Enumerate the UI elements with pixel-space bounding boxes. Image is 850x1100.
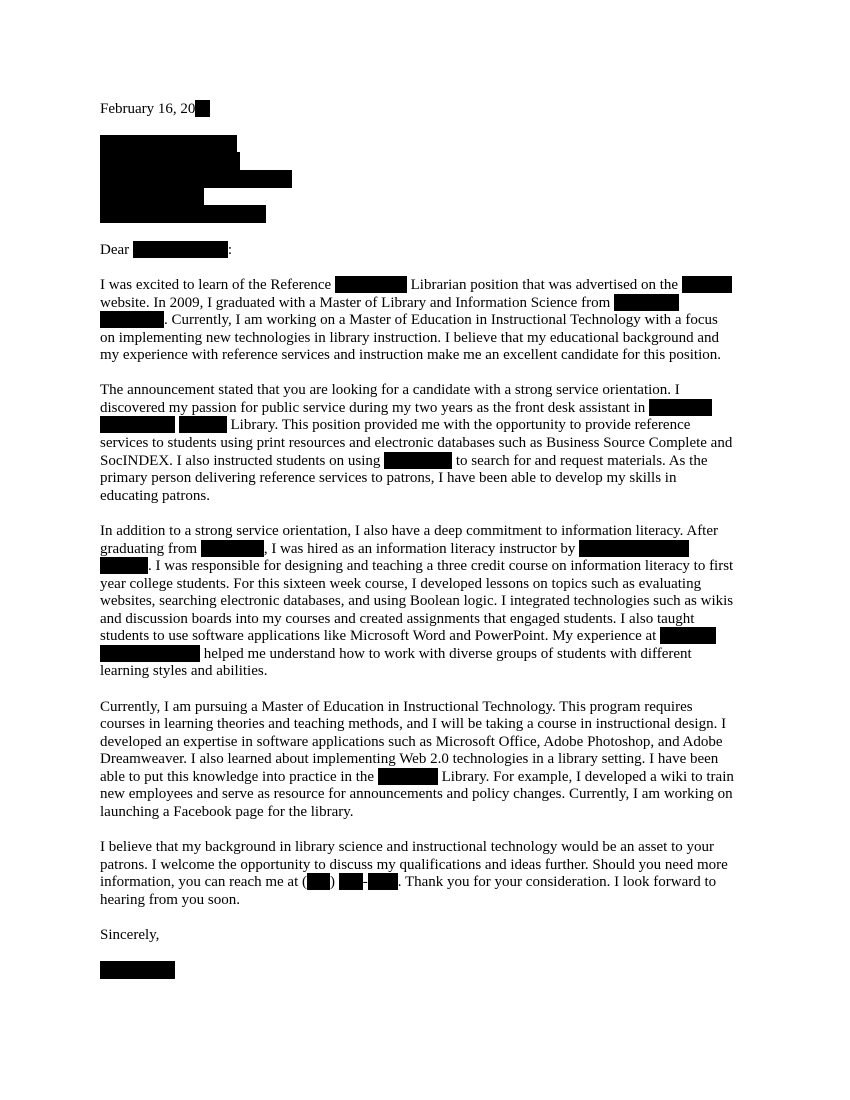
- redaction: [100, 152, 240, 170]
- text-line: websites, searching electronic databases, and using Boolean logic. I integrated technologies such as wikis: [100, 593, 734, 609]
- redaction: [100, 135, 237, 153]
- redaction: [100, 416, 175, 433]
- text-line: year college students. For this sixteen week course, I developed lessons on topics such as evaluating: [100, 576, 702, 592]
- text-segment: -: [362, 874, 368, 890]
- text-segment: SocINDEX. I also instructed students on using: [100, 453, 385, 469]
- text-line: I believe that my background in library science and instructional technology would be an asset to your: [100, 839, 714, 855]
- text-line: [100, 399, 712, 417]
- text-line: learning styles and abilities.: [100, 663, 268, 679]
- greeting-colon: :: [227, 242, 233, 258]
- redaction: [307, 873, 330, 890]
- text-segment: helped me understand how to work with diverse groups of students with different: [200, 646, 692, 662]
- text-line: [100, 873, 716, 891]
- letter-greeting: [100, 241, 232, 259]
- text-line: [100, 645, 692, 663]
- text-line: developed an expertise in software applications such as Microsoft Office, Adobe Photoshop, and Adobe: [100, 734, 723, 750]
- text-line: launching a Facebook page for the library.: [100, 804, 354, 820]
- text-segment: graduating from: [100, 541, 201, 557]
- text-segment: ): [330, 874, 339, 890]
- text-line: The announcement stated that you are looking for a candidate with a strong service orientation. I: [100, 382, 680, 398]
- redaction: [100, 557, 148, 574]
- text-segment: , I was hired as an information literacy instructor by: [263, 541, 580, 557]
- text-line: and discussion boards into my courses and created assignments that engaged students. I also taught: [100, 611, 695, 627]
- text-segment: I was excited to learn of the Reference: [100, 277, 335, 293]
- redaction: [649, 399, 712, 416]
- text-line: [100, 557, 733, 575]
- redaction: [201, 540, 264, 557]
- text-segment: information, you can reach me at (: [100, 874, 307, 890]
- redaction: [100, 311, 164, 328]
- text-line: Dreamweaver. I also learned about implementing Web 2.0 technologies in a library setting. I have been: [100, 751, 719, 767]
- text-segment: website. In 2009, I graduated with a Master of Library and Information Science from: [100, 295, 614, 311]
- text-line: [100, 276, 732, 294]
- text-line: [100, 768, 734, 786]
- redaction: [579, 540, 689, 557]
- text-line: new employees and serve as resource for announcements and policy changes. Currently, I am working on: [100, 786, 733, 802]
- text-line: In addition to a strong service orientation, I also have a deep commitment to information literacy. After: [100, 523, 719, 539]
- text-segment: discovered my passion for public service during my two years as the front desk assistant in: [100, 400, 650, 416]
- text-line: [100, 416, 690, 434]
- signature-redaction: [100, 961, 175, 979]
- text-segment: . I was responsible for designing and teaching a three credit course on information literacy to first: [148, 558, 734, 574]
- redaction: [368, 873, 398, 890]
- text-line: educating patrons.: [100, 488, 210, 504]
- text-segment: Librarian position that was advertised on the: [406, 277, 682, 293]
- text-line: hearing from you soon.: [100, 892, 240, 908]
- redaction: [682, 276, 732, 293]
- letter-date: [100, 100, 210, 118]
- redaction: [335, 276, 407, 293]
- redaction: [133, 241, 228, 258]
- text-line: [100, 311, 718, 329]
- text-segment: . Currently, I am working on a Master of Education in Instructional Technology with a focus: [164, 312, 718, 328]
- redaction: [339, 873, 363, 890]
- redaction: [100, 205, 266, 223]
- text-segment: students to use software applications like Microsoft Word and PowerPoint. My experience at: [100, 628, 661, 644]
- redaction: [179, 416, 227, 433]
- greeting-text: Dear: [100, 242, 130, 258]
- text-segment: . Thank you for your consideration. I look forward to: [397, 874, 717, 890]
- text-line: [100, 452, 707, 470]
- text-line: [100, 627, 716, 645]
- text-segment: to search for and request materials. As the: [452, 453, 708, 469]
- redaction: [100, 170, 292, 188]
- text-line: primary person delivering reference services to patrons, I have been able to develop my skills in: [100, 470, 677, 486]
- text-line: courses in learning theories and teaching methods, and I will be taking a course in instructional design. I: [100, 716, 727, 732]
- redaction: [100, 645, 200, 662]
- text-segment: Library. This position provided me with the opportunity to provide reference: [226, 417, 691, 433]
- text-line: Currently, I am pursuing a Master of Education in Instructional Technology. This program requires: [100, 699, 693, 715]
- redaction: [100, 187, 204, 205]
- text-segment: Library. For example, I developed a wiki to train: [437, 769, 734, 785]
- text-line: on implementing new technologies in library instruction. I believe that my educational background and: [100, 330, 719, 346]
- redaction: [614, 294, 679, 311]
- redaction: [384, 452, 452, 469]
- redaction: [378, 768, 438, 785]
- letter-closing: Sincerely,: [100, 927, 160, 943]
- text-line: patrons. I welcome the opportunity to discuss my qualifications and ideas further. Should you need more: [100, 857, 728, 873]
- text-line: services to students using print resources and electronic databases such as Business Source Complete and: [100, 435, 733, 451]
- text-line: [100, 294, 679, 312]
- date-text: February 16, 20: [100, 101, 196, 117]
- redaction: [660, 627, 716, 644]
- redaction: [195, 100, 210, 117]
- text-segment: able to put this knowledge into practice in the: [100, 769, 378, 785]
- text-line: [100, 540, 689, 558]
- text-line: my experience with reference services and instruction make me an excellent candidate for this position.: [100, 347, 722, 363]
